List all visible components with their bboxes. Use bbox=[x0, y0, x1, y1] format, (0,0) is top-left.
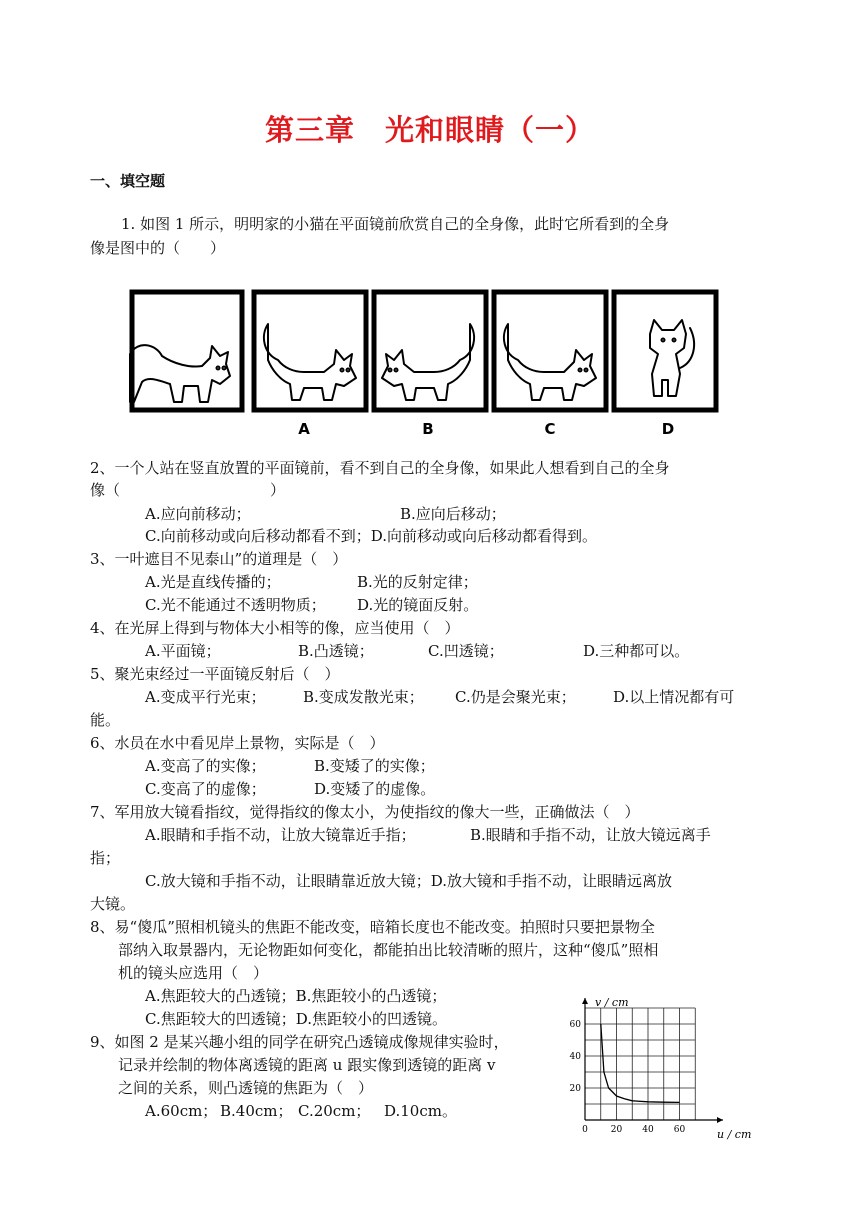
x-tick-label: 20 bbox=[610, 1125, 623, 1135]
question-3-option-a: A.光是直线传播的； bbox=[145, 573, 281, 591]
y-tick-label: 40 bbox=[569, 1052, 581, 1062]
question-9-stem-2: 记录并绘制的物体离透镜的距离 u 跟实像到透镜的距离 v bbox=[118, 1056, 496, 1074]
cat-b-drawing bbox=[382, 324, 474, 400]
question-9-option-b: B.40cm； bbox=[220, 1102, 293, 1120]
cat-c-drawing bbox=[504, 324, 596, 400]
question-4-option-d: D.三种都可以。 bbox=[583, 642, 690, 660]
question-7-option-cd: C.放大镜和手指不动，让眼睛靠近放大镜；D.放大镜和手指不动，让眼睛远离放 bbox=[145, 872, 672, 890]
question-8-stem-2: 部纳入取景器内，无论物距如何变化，都能拍出比较清晰的照片，这种“傻瓜”照相 bbox=[118, 941, 659, 959]
label-d: D bbox=[661, 420, 675, 438]
y-axis-label: v / cm bbox=[595, 996, 629, 1009]
question-6-option-a: A.变高了的实像； bbox=[145, 757, 266, 775]
label-b: B bbox=[422, 420, 434, 438]
section-heading: 一、填空题 bbox=[90, 172, 166, 190]
question-3-option-c: C.光不能通过不透明物质； bbox=[145, 596, 326, 614]
question-5-option-c: C.仍是会聚光束； bbox=[455, 688, 576, 706]
question-1-line-2: 像是图中的（ ） bbox=[90, 239, 226, 257]
page-title: 第三章 光和眼睛（一） bbox=[264, 113, 595, 147]
question-7-option-b: B.眼睛和手指不动，让放大镜远离手 bbox=[470, 826, 711, 844]
question-9-stem-3: 之间的关系，则凸透镜的焦距为（ ） bbox=[118, 1079, 374, 1097]
question-7-option-a: A.眼睛和手指不动，让放大镜靠近手指； bbox=[145, 826, 416, 844]
label-c: C bbox=[544, 420, 556, 438]
question-2-option-a: A.应向前移动； bbox=[145, 505, 251, 523]
question-7-option-b-cont: 指； bbox=[90, 849, 121, 867]
y-tick-label: 60 bbox=[569, 1020, 581, 1030]
frame-c bbox=[494, 292, 606, 410]
question-4-option-a: A.平面镜； bbox=[145, 642, 221, 660]
question-3-option-b: B.光的反射定律； bbox=[357, 573, 478, 591]
question-4-stem: 4、在光屏上得到与物体大小相等的像，应当使用（ ） bbox=[90, 619, 460, 637]
x-axis-label: u / cm bbox=[717, 1128, 752, 1140]
cat-original-drawing bbox=[130, 345, 230, 402]
question-5-stem: 5、聚光束经过一平面镜反射后（ ） bbox=[90, 665, 340, 683]
question-4-option-c: C.凹透镜； bbox=[428, 642, 504, 660]
frame-a bbox=[254, 292, 366, 410]
question-6-option-d: D.变矮了的虚像。 bbox=[314, 780, 436, 798]
question-9-option-d: D.10cm。 bbox=[384, 1102, 457, 1120]
question-2-stem-1: 2、一个人站在竖直放置的平面镜前，看不到自己的全身像，如果此人想看到自己的全身 bbox=[90, 459, 670, 477]
question-5-option-a: A.变成平行光束； bbox=[145, 688, 266, 706]
cat-d-drawing bbox=[650, 320, 694, 396]
question-2-option-cd: C.向前移动或向后移动都看不到；D.向前移动或向后移动都看得到。 bbox=[145, 527, 597, 545]
question-7-option-d-cont: 大镜。 bbox=[90, 895, 136, 913]
question-5-option-d-cont: 能。 bbox=[90, 711, 121, 729]
question-8-option-ab: A.焦距较大的凸透镜；B.焦距较小的凸透镜； bbox=[145, 987, 447, 1005]
uv-graph bbox=[563, 980, 753, 1140]
x-tick-label: 40 bbox=[642, 1125, 654, 1135]
question-6-stem: 6、水员在水中看见岸上景物，实际是（ ） bbox=[90, 734, 385, 752]
frame-d bbox=[614, 292, 716, 410]
question-9-option-c: C.20cm； bbox=[298, 1102, 371, 1120]
question-6-option-c: C.变高了的虚像； bbox=[145, 780, 266, 798]
question-8-stem-3: 机的镜头应选用（ ） bbox=[118, 964, 269, 982]
question-4-option-b: B.凸透镜； bbox=[298, 642, 374, 660]
mirror-frame-original bbox=[132, 292, 242, 410]
x-tick-label: 0 bbox=[582, 1125, 588, 1135]
question-5-option-b: B.变成发散光束； bbox=[303, 688, 424, 706]
question-7-stem: 7、军用放大镜看指纹，觉得指纹的像太小，为使指纹的像大一些，正确做法（ ） bbox=[90, 803, 640, 821]
x-axis-arrow bbox=[717, 1117, 723, 1123]
question-3-stem: 3、一叶遮目不见泰山”的道理是（ ） bbox=[90, 550, 348, 568]
label-a: A bbox=[298, 420, 310, 438]
question-9-option-a: A.60cm； bbox=[145, 1102, 218, 1120]
y-axis-arrow bbox=[582, 998, 588, 1004]
question-3-option-d: D.光的镜面反射。 bbox=[357, 596, 479, 614]
question-8-option-cd: C.焦距较大的凹透镜；D.焦距较小的凹透镜。 bbox=[145, 1010, 447, 1028]
question-5-option-d: D.以上情况都有可 bbox=[613, 688, 735, 706]
question-2-stem-2: 像（ ） bbox=[90, 481, 286, 499]
question-2-option-b: B.应向后移动； bbox=[400, 505, 506, 523]
uv-curve bbox=[601, 1024, 680, 1102]
y-tick-label: 20 bbox=[569, 1084, 581, 1094]
x-tick-label: 60 bbox=[673, 1125, 686, 1135]
question-8-stem-1: 8、易“傻瓜”照相机镜头的焦距不能改变，暗箱长度也不能改变。拍照时只要把景物全 bbox=[90, 918, 655, 936]
cat-mirror-figure bbox=[128, 284, 720, 444]
question-9-stem-1: 9、如图 2 是某兴趣小组的同学在研究凸透镜成像规律实验时， bbox=[90, 1033, 509, 1051]
cat-a-drawing bbox=[264, 324, 356, 400]
question-1-line-1: 1. 如图 1 所示，明明家的小猫在平面镜前欣赏自己的全身像，此时它所看到的全身 bbox=[121, 215, 670, 233]
question-6-option-b: B.变矮了的实像； bbox=[314, 757, 435, 775]
